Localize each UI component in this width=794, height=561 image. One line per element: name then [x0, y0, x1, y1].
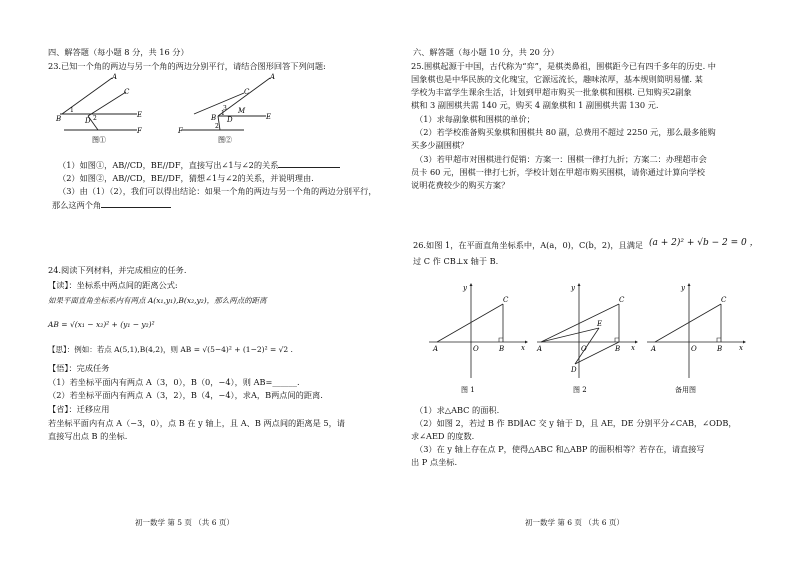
q24-apply-1: 若坐标平面内有点 A（−3，0），点 B 在 y 轴上，且 A、B 两点间的距离是 5，请: [48, 418, 345, 428]
q25-line-2: 国象棋也是中华民族的文化瑰宝，它源远流长，趣味浓厚，基本规则简明易懂. 某: [411, 74, 703, 84]
q24-task-2: （2）若坐标平面内有两点 A（3，2），B（4，−4），求A，B两点间的距离.: [48, 390, 323, 400]
q24-formula: AB = √(x₁ − x₂)² + (y₁ − y₂)²: [48, 320, 155, 329]
label-a: A: [537, 345, 543, 353]
label-y: y: [463, 284, 467, 292]
q25-part3: （3）若甲超市对围棋进行促销：方案一：围棋一律打九折；方案二：办理超市会: [415, 154, 707, 164]
q23-figure-2: [178, 72, 278, 144]
x-arrow: [635, 341, 638, 344]
angle-1: 1: [70, 107, 74, 114]
q25-part1: （1）求每副象棋和围棋的单价；: [415, 114, 535, 124]
q25-line-3: 学校为丰富学生课余生活，计划到甲超市购买一批象棋和围棋. 已知购买2副象: [411, 87, 692, 97]
q25-part3-cont1: 员卡 60 元，围棋一律打七折，学校计划在甲超市购买围棋，请你通过计算向学校: [411, 167, 705, 177]
caption-fig1: 图①: [92, 136, 106, 144]
y-arrow: [688, 283, 691, 286]
q23-figure-1: [52, 72, 152, 144]
q25-line-4: 棋和 3 副围棋共需 140 元，购买 4 副象棋和 1 副围棋共需 130 元.: [411, 100, 659, 110]
label-o: O: [473, 345, 479, 353]
q26-part2: （2）如图 2，若过 B 作 BD∥AC 交 y 轴于 D，且 AE，DE 分别平分∠CAB，∠ODB，: [415, 418, 737, 428]
y-arrow: [578, 283, 581, 286]
label-x: x: [521, 344, 525, 352]
label-m: M: [238, 107, 246, 115]
angle-3: 3: [223, 105, 227, 112]
q26-part3-cont: 出 P 点坐标.: [411, 457, 458, 467]
label-c: C: [124, 88, 130, 96]
left-footer: 初一数学 第 5 页 （共 6 页）: [135, 518, 234, 527]
label-b: B: [615, 345, 621, 353]
q24-think: 【思】：例如：若点 A(5,1),B(4,2)，则 AB = √(5−4)² + (1−2)² = √2 .: [48, 345, 293, 354]
q26-figure-1: [427, 282, 527, 394]
q23-part1: （1）如图①，AB//CD，BE//DF，直接写出∠1与∠2的关系: [58, 160, 340, 170]
q26-part3: （3）在 y 轴上存在点 P，使得△ABC 和△ABP 的面积相等？若存在，请直接写: [415, 444, 705, 454]
q26-part2-cont: 求∠AED 的度数.: [411, 431, 475, 441]
label-a: A: [651, 345, 657, 353]
q24-task-title: 【悟】：完成任务: [48, 363, 110, 373]
caption-fig2: 图 2: [573, 386, 587, 394]
line-cd: [88, 92, 126, 116]
q24-apply-title: 【省】：迁移应用: [48, 404, 110, 414]
q26-stem: 26.如图 1，在平面直角坐标系中，A(a，0)，C(b，2)，且满足: [413, 240, 644, 250]
caption-fig-spare: 备用图: [675, 386, 696, 394]
label-d: D: [227, 116, 233, 124]
right-angle-mark: [499, 338, 503, 342]
q26-figure-spare: [645, 282, 745, 394]
segment-de: [575, 328, 599, 364]
right-footer: 初一数学 第 6 页 （共 6 页）: [525, 518, 624, 527]
segment-ae: [541, 328, 599, 342]
label-c: C: [619, 296, 625, 304]
angle-2: 2: [215, 123, 219, 130]
q26-condition: (a + 2)² + √b − 2 = 0 ，: [649, 238, 759, 248]
label-c: C: [503, 296, 509, 304]
line-cd: [194, 93, 244, 114]
q25-line-1: 25.围棋起源于中国，古代称为“弈”，是棋类鼻祖，围棋距今已有四千多年的历史. 中: [411, 61, 716, 71]
q26-part1: （1）求△ABC 的面积.: [415, 405, 500, 415]
q24-apply-2: 直接写出点 B 的坐标.: [48, 431, 128, 441]
label-x: x: [631, 344, 635, 352]
label-e: E: [597, 320, 603, 328]
label-b: B: [717, 345, 723, 353]
label-e: E: [137, 111, 143, 119]
label-b: B: [211, 114, 217, 122]
q23-stem: 23.已知一个角的两边与另一个角的两边分别平行，请结合图形回答下列问题:: [48, 61, 326, 71]
caption-fig2: 图②: [218, 136, 232, 144]
q24-read-title: 【读】：坐标系中两点间的距离公式:: [48, 280, 178, 290]
right-angle-mark: [615, 338, 619, 342]
segment-ac: [541, 304, 619, 342]
label-x: x: [739, 344, 743, 352]
label-y: y: [681, 284, 685, 292]
section-title-4: 四、解答题（每小题 8 分，共 16 分）: [48, 47, 189, 57]
label-c: C: [244, 88, 250, 96]
label-y: y: [571, 284, 575, 292]
q26-figure-2: [535, 282, 639, 394]
q25-part3-cont2: 说明花费较少的购买方案？: [411, 180, 510, 190]
caption-fig1: 图 1: [461, 386, 475, 394]
label-o: O: [691, 345, 697, 353]
label-o: O: [581, 345, 587, 353]
label-d: D: [85, 117, 91, 125]
label-d: D: [571, 366, 577, 374]
q25-part2: （2）若学校准备购买象棋和围棋共 80 副，总费用不超过 2250 元，那么最多能购: [415, 127, 716, 137]
segment-ac: [437, 304, 503, 342]
label-f: F: [178, 127, 183, 135]
q24-stem: 24.阅读下列材料，并完成相应的任务.: [48, 265, 187, 275]
q23-part3: （3）由（1）（2），我们可以得出结论：如果一个角的两边与另一个角的两边分别平行，: [58, 186, 377, 196]
q23-part2: （2）如图②，AB//CD，BE//DF，猜想∠1与∠2的关系，并说明理由.: [58, 173, 314, 183]
q24-read-text: 如果平面直角坐标系内有两点 A(x₁,y₁),B(x₂,y₂)，那么两点的距离: [48, 296, 267, 305]
label-f: F: [137, 127, 142, 135]
segment-ac: [655, 304, 721, 342]
label-b: B: [56, 115, 62, 123]
label-a: A: [112, 73, 118, 81]
label-c: C: [721, 296, 727, 304]
x-arrow: [743, 341, 746, 344]
x-arrow: [525, 341, 528, 344]
right-angle-mark: [717, 338, 721, 342]
label-a: A: [433, 345, 439, 353]
label-b: B: [499, 345, 505, 353]
label-e: E: [266, 113, 272, 121]
q25-part2-cont: 买多少副围棋？: [411, 140, 469, 150]
q23-part3-cont: 那么这两个角: [52, 200, 171, 210]
y-arrow: [470, 283, 473, 286]
angle-2: 2: [93, 115, 97, 122]
section-title-6: 六、解答题（每小题 10 分，共 20 分）: [413, 47, 559, 57]
q24-task-1: （1）若坐标平面内有两点 A（3，0），B（0，−4），则 AB=______.: [48, 377, 300, 387]
angle-1: 1: [221, 110, 225, 117]
q26-stem-2: 过 C 作 CB⊥x 轴于 B.: [413, 256, 499, 266]
label-a: A: [270, 73, 276, 81]
